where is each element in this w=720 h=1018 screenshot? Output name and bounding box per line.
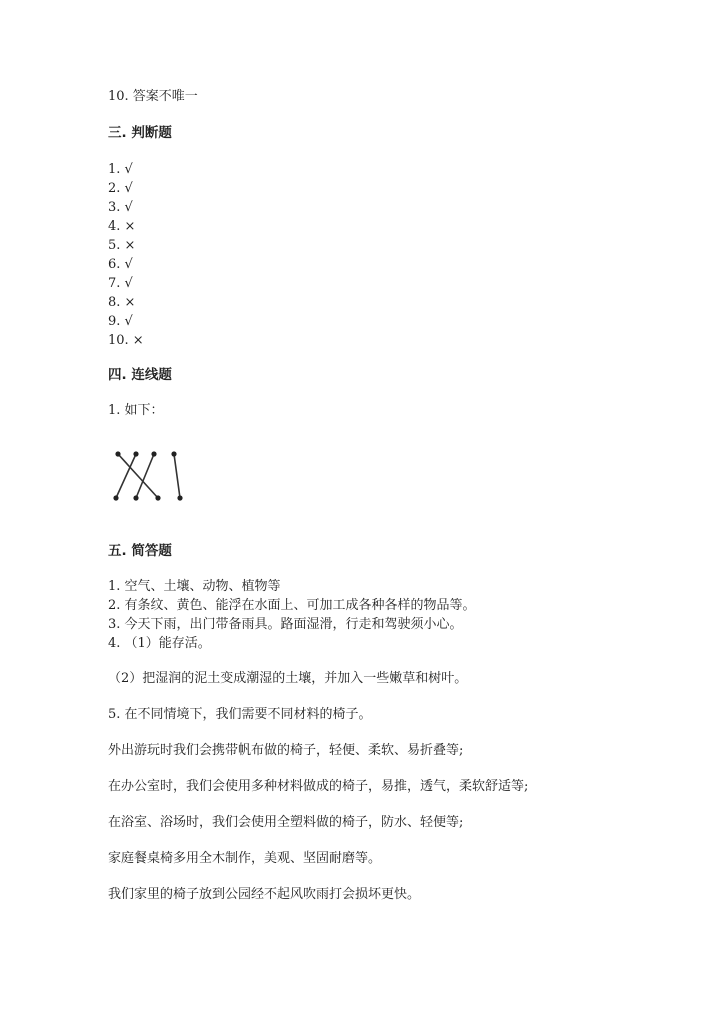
dot-bottom-1 bbox=[113, 495, 118, 500]
dot-top-2 bbox=[133, 451, 138, 456]
judge-item-9: 9. √ bbox=[108, 314, 133, 329]
judge-item-3: 3. √ bbox=[108, 200, 133, 215]
judge-item-1: 1. √ bbox=[108, 162, 133, 177]
section-3-title: 三. 判断题 bbox=[108, 125, 172, 141]
dot-bottom-3 bbox=[155, 495, 160, 500]
judge-item-8: 8. × bbox=[108, 295, 136, 310]
section-4-title: 四. 连线题 bbox=[108, 367, 172, 383]
connection-line-b bbox=[116, 454, 136, 498]
answer-line-5-outdoor: 外出游玩时我们会携带帆布做的椅子，轻便、柔软、易折叠等; bbox=[108, 743, 464, 758]
answer-line-5-bath: 在浴室、浴场时，我们会使用全塑料做的椅子，防水、轻便等; bbox=[108, 815, 464, 830]
dot-bottom-4 bbox=[177, 495, 182, 500]
answer-10-text: 10. 答案不唯一 bbox=[108, 89, 198, 104]
answer-line-5: 5. 在不同情境下，我们需要不同材料的椅子。 bbox=[108, 707, 372, 722]
matching-item-1: 1. 如下： bbox=[108, 403, 164, 418]
judge-item-2: 2. √ bbox=[108, 181, 133, 196]
connection-line-d bbox=[174, 454, 180, 498]
answer-line-3: 3. 今天下雨，出门带备雨具。路面湿滑，行走和驾驶须小心。 bbox=[108, 617, 463, 632]
answer-line-4: 4. （1）能存活。 bbox=[108, 636, 211, 651]
answer-line-2: 2. 有条纹、黄色、能浮在水面上、可加工成各种各样的物品等。 bbox=[108, 598, 476, 613]
answer-line-5-dining: 家庭餐桌椅多用全木制作，美观、坚固耐磨等。 bbox=[108, 851, 382, 866]
dot-top-1 bbox=[115, 451, 120, 456]
answer-line-4-2: （2）把湿润的泥土变成潮湿的土壤，并加入一些嫩草和树叶。 bbox=[108, 671, 468, 686]
judge-item-5: 5. × bbox=[108, 238, 136, 253]
dot-bottom-2 bbox=[133, 495, 138, 500]
answer-line-5-office: 在办公室时，我们会使用多种材料做成的椅子，易推，透气，柔软舒适等; bbox=[108, 779, 529, 794]
answer-line-5-park: 我们家里的椅子放到公园经不起风吹雨打会损坏更快。 bbox=[108, 887, 421, 902]
section-5-title: 五. 简答题 bbox=[108, 543, 172, 559]
judge-item-6: 6. √ bbox=[108, 257, 133, 272]
judge-item-10: 10. × bbox=[108, 333, 144, 348]
dot-top-3 bbox=[151, 451, 156, 456]
matching-lines-diagram-icon bbox=[108, 446, 188, 506]
dot-top-4 bbox=[171, 451, 176, 456]
answer-line-1: 1. 空气、土壤、动物、植物等 bbox=[108, 579, 281, 594]
judge-item-7: 7. √ bbox=[108, 276, 133, 291]
judge-item-4: 4. × bbox=[108, 219, 136, 234]
